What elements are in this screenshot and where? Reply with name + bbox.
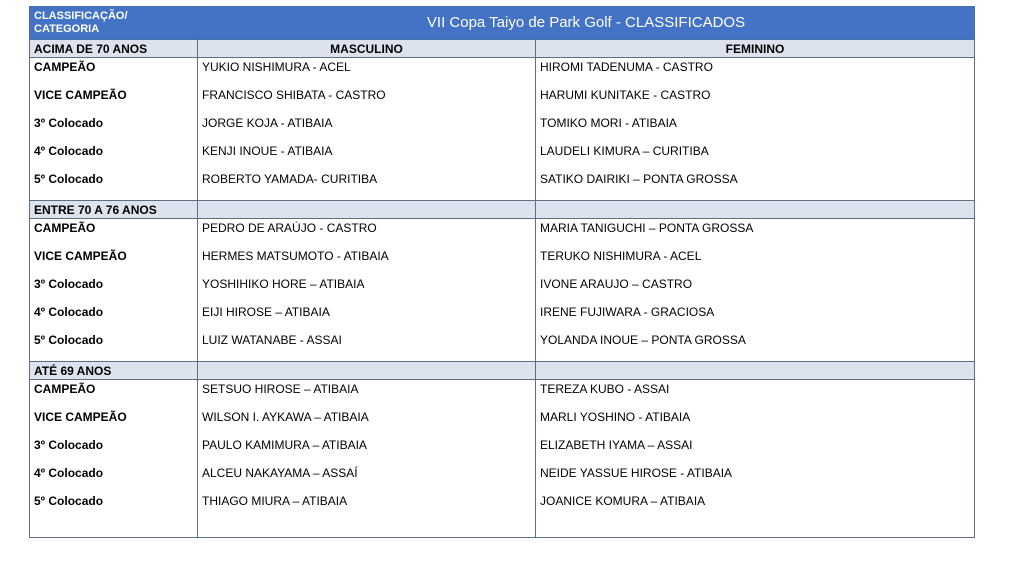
table-row xyxy=(30,242,975,270)
section-label: ACIMA DE 70 ANOS xyxy=(30,40,198,58)
section-spacer-row xyxy=(30,354,975,362)
female-player: MARLI YOSHINO - ATIBAIA xyxy=(536,403,975,431)
table-row xyxy=(30,459,975,487)
placement-label: 3º Colocado xyxy=(30,431,198,459)
category-header-line2: CATEGORIA xyxy=(34,23,100,35)
placement-label: 4º Colocado xyxy=(30,137,198,165)
table-row xyxy=(30,403,975,431)
placement-label: 3º Colocado xyxy=(30,109,198,137)
male-player: ROBERTO YAMADA- CURITIBA xyxy=(198,165,536,193)
category-header-line1: CLASSIFICAÇÃO/ xyxy=(34,10,128,22)
male-player: JORGE KOJA - ATIBAIA xyxy=(198,109,536,137)
female-player: LAUDELI KIMURA – CURITIBA xyxy=(536,137,975,165)
placement-label: 4º Colocado xyxy=(30,298,198,326)
placement-label: CAMPEÃO xyxy=(30,58,198,82)
table-row xyxy=(30,326,975,354)
table-row xyxy=(30,298,975,326)
spacer-cell xyxy=(30,515,198,538)
placement-label: VICE CAMPEÃO xyxy=(30,242,198,270)
title-row xyxy=(30,7,975,40)
page-title: VII Copa Taiyo de Park Golf - CLASSIFICADOS xyxy=(198,7,975,40)
female-column-header: FEMININO xyxy=(536,40,975,58)
male-player: FRANCISCO SHIBATA - CASTRO xyxy=(198,81,536,109)
male-player: WILSON I. AYKAWA – ATIBAIA xyxy=(198,403,536,431)
female-player: YOLANDA INOUE – PONTA GROSSA xyxy=(536,326,975,354)
female-player: ELIZABETH IYAMA – ASSAI xyxy=(536,431,975,459)
male-player: KENJI INOUE - ATIBAIA xyxy=(198,137,536,165)
placement-label: 3º Colocado xyxy=(30,270,198,298)
category-header-cell xyxy=(30,7,198,40)
spacer-cell xyxy=(536,193,975,201)
spacer-cell xyxy=(30,193,198,201)
section-label: ENTRE 70 A 76 ANOS xyxy=(30,201,198,219)
section-header-row xyxy=(30,201,975,219)
male-player: YUKIO NISHIMURA - ACEL xyxy=(198,58,536,82)
table-row xyxy=(30,270,975,298)
male-player: THIAGO MIURA – ATIBAIA xyxy=(198,487,536,515)
table-row xyxy=(30,58,975,82)
female-player: IVONE ARAUJO – CASTRO xyxy=(536,270,975,298)
section-header-row xyxy=(30,362,975,380)
female-player: HIROMI TADENUMA - CASTRO xyxy=(536,58,975,82)
spacer-cell xyxy=(536,354,975,362)
section-header-empty-cell xyxy=(198,362,536,380)
female-player: TOMIKO MORI - ATIBAIA xyxy=(536,109,975,137)
female-player: SATIKO DAIRIKI – PONTA GROSSA xyxy=(536,165,975,193)
male-column-header: MASCULINO xyxy=(198,40,536,58)
placement-label: 5º Colocado xyxy=(30,165,198,193)
female-player: TERUKO NISHIMURA - ACEL xyxy=(536,242,975,270)
male-player: ALCEU NAKAYAMA – ASSAÍ xyxy=(198,459,536,487)
table-row xyxy=(30,487,975,515)
male-player: YOSHIHIKO HORE – ATIBAIA xyxy=(198,270,536,298)
placement-label: VICE CAMPEÃO xyxy=(30,403,198,431)
male-player: HERMES MATSUMOTO - ATIBAIA xyxy=(198,242,536,270)
female-player: NEIDE YASSUE HIROSE - ATIBAIA xyxy=(536,459,975,487)
table-row xyxy=(30,219,975,243)
male-player: EIJI HIROSE – ATIBAIA xyxy=(198,298,536,326)
table-row xyxy=(30,431,975,459)
section-header-empty-cell xyxy=(536,362,975,380)
section-label: ATÉ 69 ANOS xyxy=(30,362,198,380)
table-row xyxy=(30,165,975,193)
placement-label: CAMPEÃO xyxy=(30,219,198,243)
column-header-row xyxy=(30,40,975,58)
placement-label: CAMPEÃO xyxy=(30,380,198,404)
placement-label: VICE CAMPEÃO xyxy=(30,81,198,109)
placement-label: 4º Colocado xyxy=(30,459,198,487)
section-spacer-row xyxy=(30,515,975,538)
spacer-cell xyxy=(536,515,975,538)
male-player: PEDRO DE ARAÚJO - CASTRO xyxy=(198,219,536,243)
female-player: IRENE FUJIWARA - GRACIOSA xyxy=(536,298,975,326)
spacer-cell xyxy=(198,515,536,538)
results-body xyxy=(30,7,975,538)
section-spacer-row xyxy=(30,193,975,201)
table-row xyxy=(30,137,975,165)
spacer-cell xyxy=(30,354,198,362)
table-row xyxy=(30,380,975,404)
section-header-empty-cell xyxy=(536,201,975,219)
section-header-empty-cell xyxy=(198,201,536,219)
placement-label: 5º Colocado xyxy=(30,487,198,515)
male-player: PAULO KAMIMURA – ATIBAIA xyxy=(198,431,536,459)
male-player: SETSUO HIROSE – ATIBAIA xyxy=(198,380,536,404)
female-player: HARUMI KUNITAKE - CASTRO xyxy=(536,81,975,109)
table-row xyxy=(30,109,975,137)
female-player: TEREZA KUBO - ASSAI xyxy=(536,380,975,404)
male-player: LUIZ WATANABE - ASSAI xyxy=(198,326,536,354)
female-player: MARIA TANIGUCHI – PONTA GROSSA xyxy=(536,219,975,243)
spacer-cell xyxy=(198,193,536,201)
female-player: JOANICE KOMURA – ATIBAIA xyxy=(536,487,975,515)
table-row xyxy=(30,81,975,109)
spacer-cell xyxy=(198,354,536,362)
results-table xyxy=(29,6,975,538)
placement-label: 5º Colocado xyxy=(30,326,198,354)
